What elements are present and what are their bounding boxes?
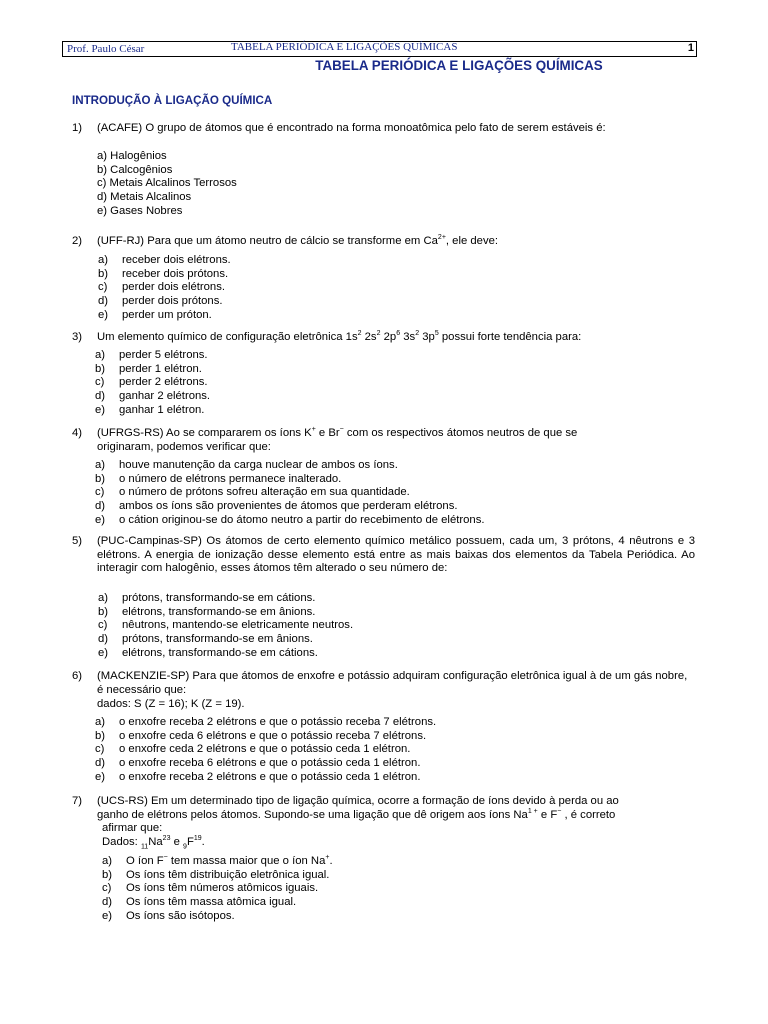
question-6-text: (MACKENZIE-SP) Para que átomos de enxofre e potássio adquiram configuração eletrônica igual à de um gás nobre, é necessário que: <box>97 670 688 696</box>
question-text: (UCS-RS) Em um determinado tipo de ligação química, ocorre a formação de íons devido à perda ou ao <box>97 795 619 807</box>
option-label: d) <box>102 896 113 909</box>
option: o cátion originou-se do átomo neutro a partir do recebimento de elétrons. <box>119 513 485 526</box>
option: prótons, transformando-se em cátions. <box>122 592 316 604</box>
option: receber dois elétrons. <box>122 254 231 266</box>
question-7-dados <box>102 836 205 850</box>
question-text: com os respectivos átomos neutros de que se <box>343 427 578 439</box>
question-6-dados: dados: S (Z = 16); K (Z = 19). <box>97 698 245 710</box>
option-label: c) <box>102 882 112 895</box>
conjunction: e <box>170 836 184 848</box>
config-part: 2p <box>380 331 397 343</box>
document-title: TABELA PERIÓDICA E LIGAÇÕES QUÍMICAS <box>315 58 603 73</box>
page-number: 1 <box>687 42 694 54</box>
option: o enxofre receba 2 elétrons e que o potássio ceda 1 elétron. <box>119 770 421 783</box>
superscript: 19 <box>193 835 202 843</box>
option: o enxofre receba 6 elétrons e que o potássio ceda 1 elétron. <box>119 757 421 770</box>
option-label: e) <box>95 513 106 526</box>
config-part: 2s <box>361 331 377 343</box>
option-label: d) <box>95 757 106 770</box>
option: . <box>329 855 333 867</box>
option: O íon F <box>126 855 164 867</box>
option: perder um próton. <box>122 308 212 321</box>
charge-superscript: 2+ <box>437 234 446 242</box>
question-text: Um elemento químico de configuração eletrônica 1s <box>97 331 358 343</box>
charge-superscript: 1 + <box>527 808 538 816</box>
config-part: 3s <box>400 331 416 343</box>
option-label: d) <box>98 633 109 646</box>
question-text-end: , ele deve: <box>445 235 499 247</box>
question-text-end: possui forte tendência para: <box>438 331 582 343</box>
charge-superscript: − <box>163 854 168 862</box>
option: a) Halogênios <box>97 150 167 162</box>
question-text: (ACAFE) O grupo de átomos que é encontrado na forma monoatômica pelo fato de serem estáveis é: <box>97 122 606 134</box>
option-label: a) <box>98 592 109 604</box>
header-title: TABELA PERIÓDICA E LIGAÇÕES QUÍMICAS <box>231 41 458 53</box>
question-5-text: (PUC-Campinas-SP) Os átomos de certo elemento químico metálico possuem, cada um, 3 prótons, 4 nêutrons e 3 elétrons. A energia de ionização desse elemento está entre as mais baixas dos elementos da Tabela Periódica. Ao interagir com halogênio, esses átomos têm alterado o seu número de: <box>97 535 695 574</box>
question-2-options <box>98 254 231 323</box>
option: perder 2 elétrons. <box>119 376 208 389</box>
header-author: Prof. Paulo César <box>67 43 145 55</box>
question-4-line2: originaram, podemos verificar que: <box>97 441 271 453</box>
question-text: (UFF-RJ) Para que um átomo neutro de cálcio se transforme em Ca <box>97 235 438 247</box>
punctuation: . <box>201 836 205 848</box>
option: perder 1 elétron. <box>119 362 202 375</box>
superscript: 23 <box>162 835 171 843</box>
subscript: 9 <box>183 843 187 851</box>
option-label: a) <box>95 349 106 361</box>
option-label: a) <box>95 716 106 728</box>
question-7-options <box>102 855 333 924</box>
charge-superscript: + <box>311 426 316 434</box>
option-label: b) <box>98 267 109 280</box>
question-text: ganho de elétrons pelos átomos. Supondo-se uma ligação que dê origem aos íons Na <box>97 809 528 821</box>
question-number: 3) <box>72 331 83 343</box>
option: ganhar 1 elétron. <box>119 403 205 416</box>
option: prótons, transformando-se em ânions. <box>122 633 313 646</box>
option: elétrons, transformando-se em ânions. <box>122 605 316 618</box>
option-label: e) <box>98 308 109 321</box>
question-text: e Br <box>315 427 340 439</box>
question-number: 2) <box>72 235 83 247</box>
question-6-number <box>72 670 97 684</box>
option: o enxofre ceda 2 elétrons e que o potássio ceda 1 elétron. <box>119 743 411 756</box>
question-4-options <box>95 459 484 528</box>
charge-superscript: + <box>325 854 330 862</box>
option: perder dois elétrons. <box>122 281 225 294</box>
superscript: 2 <box>415 330 420 338</box>
option: houve manutenção da carga nuclear de ambos os íons. <box>119 459 398 471</box>
question-text: (UFRGS-RS) Ao se compararem os íons K <box>97 427 312 439</box>
option: ganhar 2 elétrons. <box>119 390 211 403</box>
option-label: e) <box>102 909 113 922</box>
option: Os íons têm massa atômica igual. <box>126 896 297 909</box>
question-5-options <box>98 592 353 661</box>
option: perder 5 elétrons. <box>119 349 208 361</box>
question-5-number <box>72 535 97 549</box>
option-label: a) <box>98 254 109 266</box>
question-number: 7) <box>72 795 83 807</box>
option-label: c) <box>95 376 105 389</box>
question-3-options <box>95 349 210 418</box>
option: o número de elétrons permanece inalterado. <box>119 472 342 485</box>
superscript: 6 <box>396 330 401 338</box>
option-label: d) <box>95 500 106 513</box>
option-label: e) <box>95 403 106 416</box>
option: ambos os íons são provenientes de átomos que perderam elétrons. <box>119 500 458 513</box>
option-label: b) <box>95 362 106 375</box>
option: e) Gases Nobres <box>97 204 183 217</box>
question-number: 1) <box>72 122 83 134</box>
option: receber dois prótons. <box>122 267 229 280</box>
question-2 <box>72 235 498 249</box>
question-7-line2 <box>97 809 615 823</box>
superscript: 2 <box>376 330 381 338</box>
charge-superscript: − <box>339 426 344 434</box>
option-label: c) <box>98 281 108 294</box>
option: o enxofre ceda 6 elétrons e que o potássio receba 7 elétrons. <box>119 729 427 742</box>
option: o número de prótons sofreu alteração em sua quantidade. <box>119 486 410 499</box>
dados-label: Dados: <box>102 836 141 848</box>
superscript: 5 <box>434 330 439 338</box>
option: elétrons, transformando-se em cátions. <box>122 646 318 659</box>
question-1 <box>72 122 606 136</box>
question-number: 5) <box>72 535 83 547</box>
option: d) Metais Alcalinos <box>97 191 192 204</box>
question-7-line3: afirmar que: <box>102 822 163 834</box>
option-label: e) <box>98 646 109 659</box>
option-label: c) <box>95 743 105 756</box>
element-symbol: Na <box>148 836 163 848</box>
option-label: a) <box>95 459 106 471</box>
question-3 <box>72 331 581 345</box>
question-4 <box>72 427 577 441</box>
option-label: b) <box>95 472 106 485</box>
option: b) Calcogênios <box>97 163 173 176</box>
section-heading: INTRODUÇÃO À LIGAÇÃO QUÍMICA <box>72 94 273 107</box>
option-label: c) <box>95 486 105 499</box>
config-part: 3p <box>419 331 435 343</box>
option: Os íons têm distribuição eletrônica igual. <box>126 868 330 881</box>
option: Os íons têm números atômicos iguais. <box>126 882 319 895</box>
option-label: b) <box>102 868 113 881</box>
subscript: 11 <box>140 843 149 851</box>
option-label: d) <box>95 390 106 403</box>
option: nêutrons, mantendo-se eletricamente neutros. <box>122 619 354 632</box>
charge-superscript: − <box>557 808 562 816</box>
option-label: a) <box>102 855 113 867</box>
option-label: c) <box>98 619 108 632</box>
question-7 <box>72 795 619 809</box>
question-1-options <box>97 150 237 219</box>
option: o enxofre receba 2 elétrons e que o potássio receba 7 elétrons. <box>119 716 437 728</box>
option: Os íons são isótopos. <box>126 909 235 922</box>
question-text: e F <box>537 809 558 821</box>
element-symbol: F <box>186 836 194 848</box>
superscript: 2 <box>357 330 362 338</box>
question-6-options <box>95 716 436 785</box>
question-number: 4) <box>72 427 83 439</box>
option: tem massa maior que o íon Na <box>167 855 326 867</box>
option-label: b) <box>98 605 109 618</box>
option-label: e) <box>95 770 106 783</box>
option-label: b) <box>95 729 106 742</box>
page-header <box>62 41 697 57</box>
option: c) Metais Alcalinos Terrosos <box>97 177 237 190</box>
option: perder dois prótons. <box>122 295 223 308</box>
option-label: d) <box>98 295 109 308</box>
question-text: , é correto <box>561 809 616 821</box>
question-number: 6) <box>72 670 83 682</box>
